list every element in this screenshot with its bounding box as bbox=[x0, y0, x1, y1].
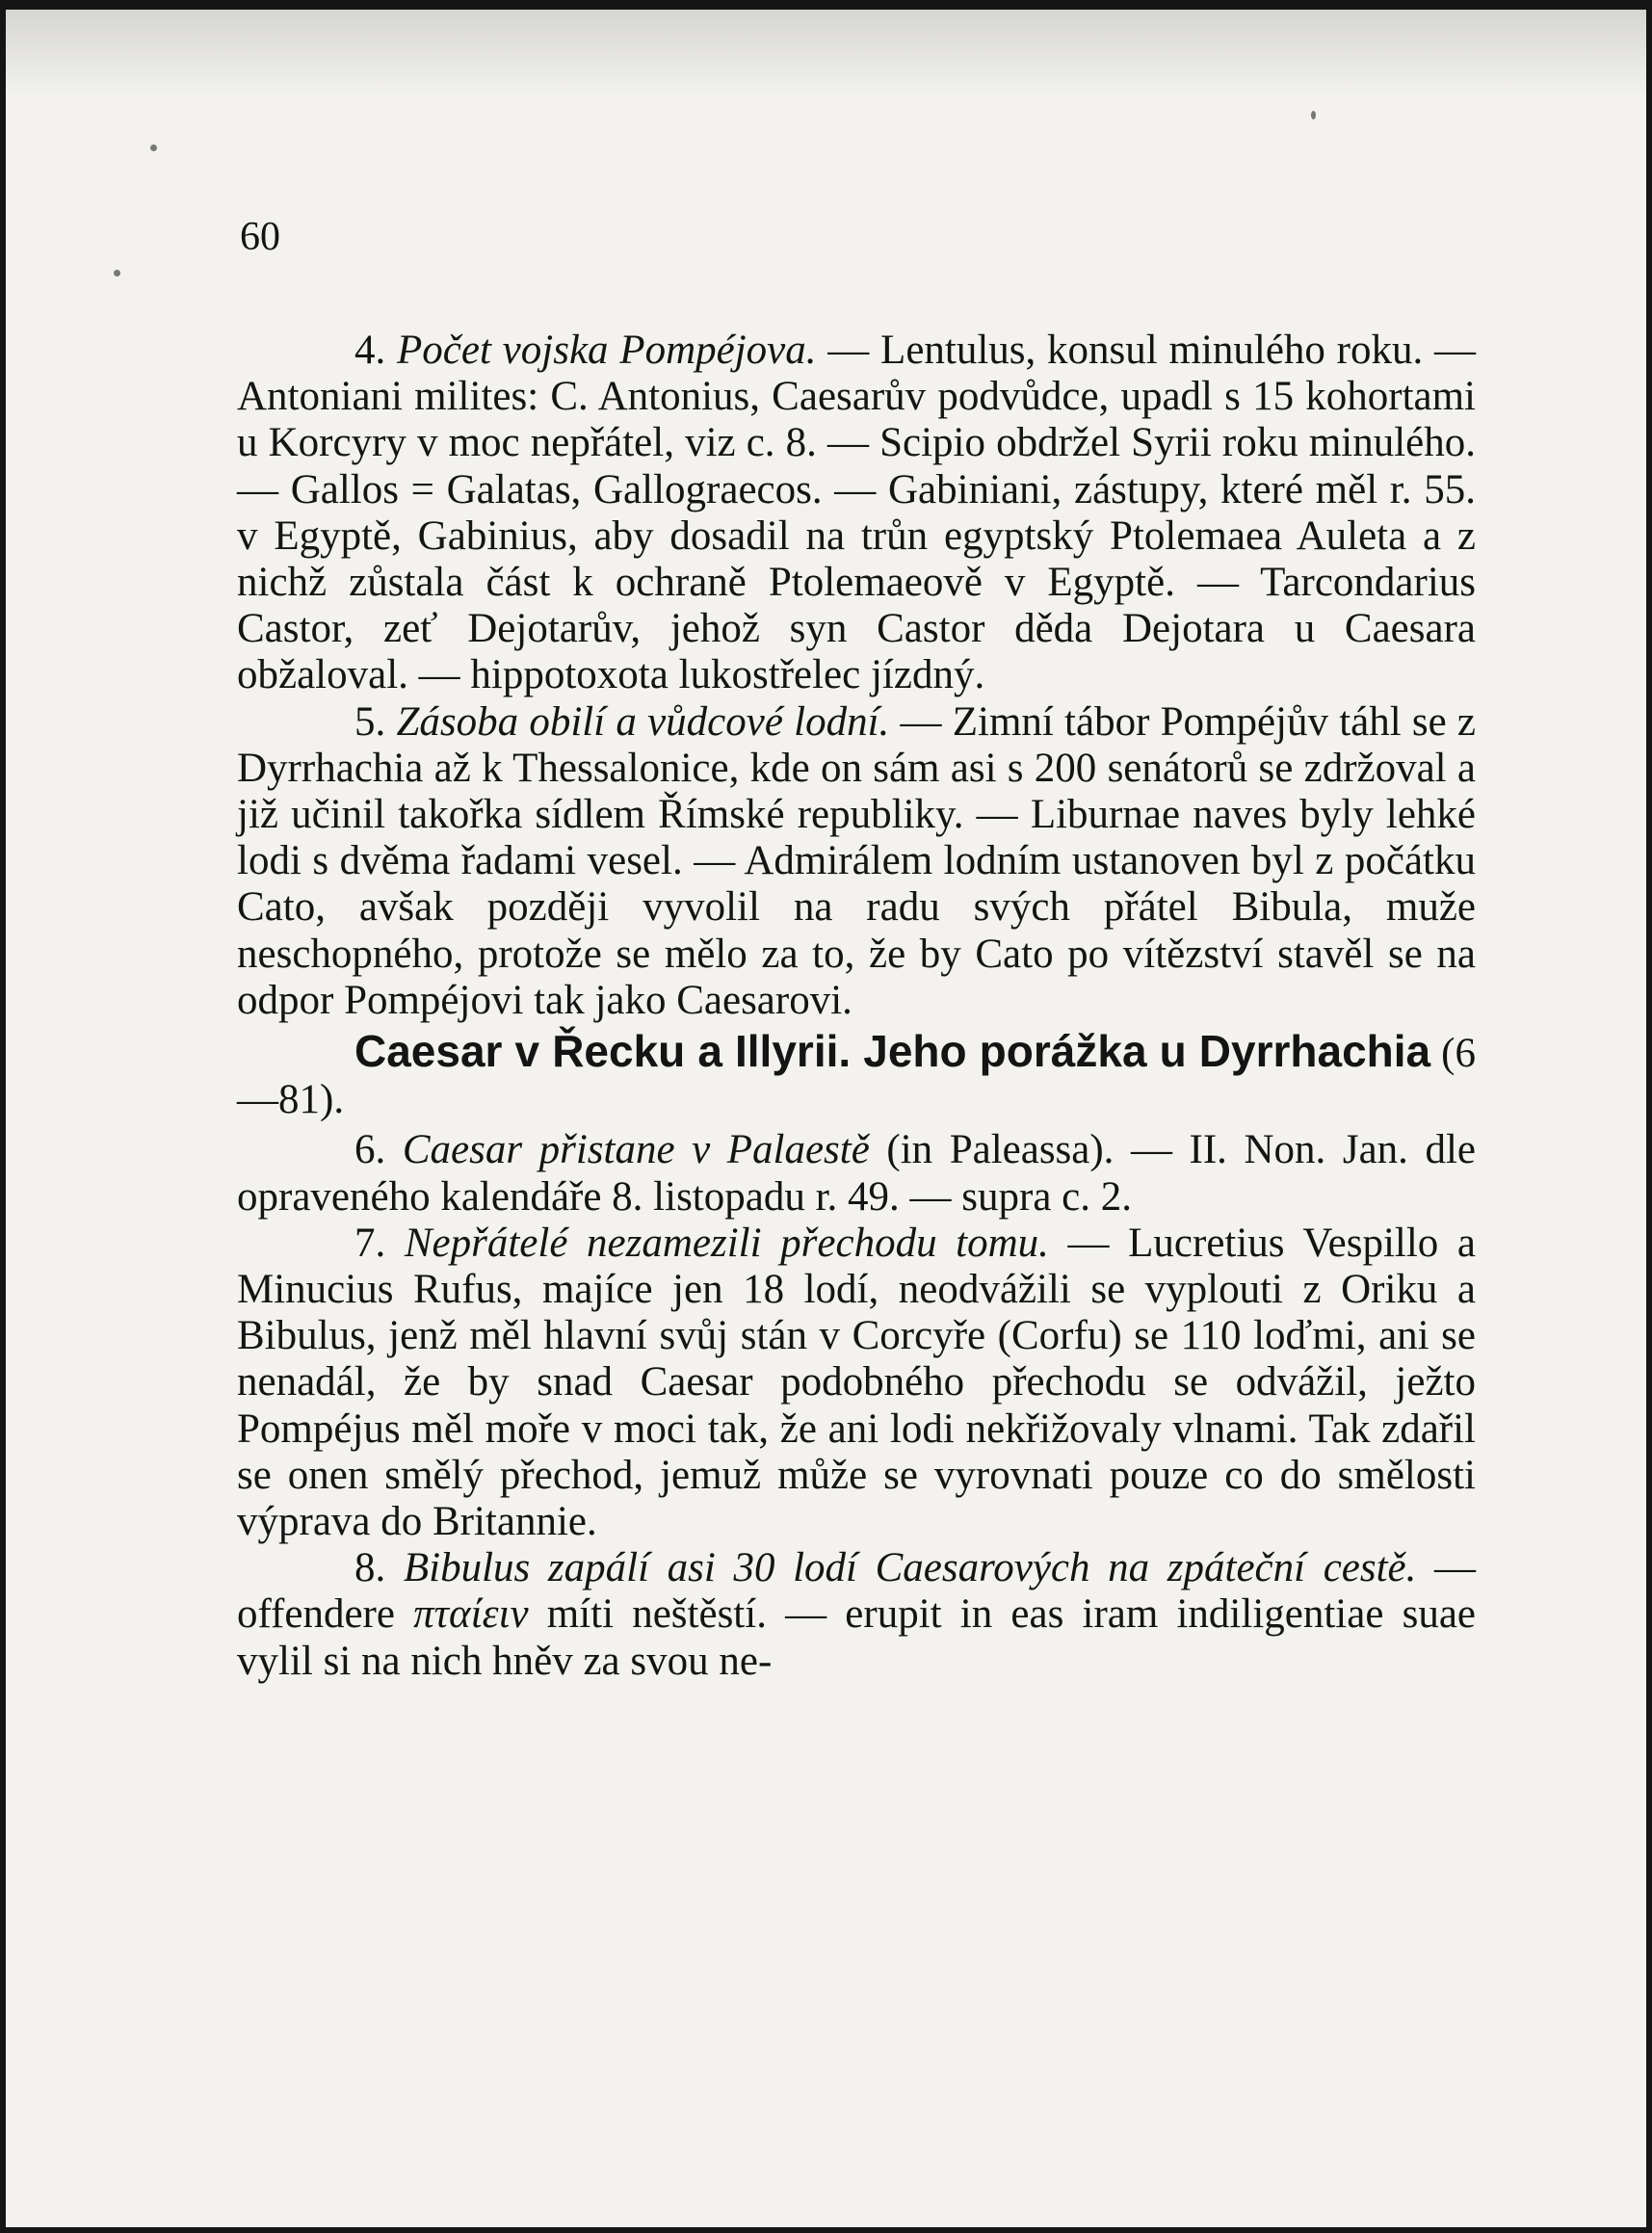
section-body: — Zimní tábor Pompéjův táhl se z Dyrrhachia až k Thessalonice, kde on sám asi s 200 senátorů se zdržoval a již učinil takořka sídlem Římské republiky. — Liburnae naves byly lehké lodi s dvěma řadami vesel. — Admirálem lodním ustanoven byl z počátku Cato, avšak později vyvolil na radu svých přátel Bibula, muže neschopného, protože se mělo za to, že by Cato po vítězství stavěl se na odpor Pompéjovi tak jako Caesarovi. bbox=[237, 698, 1477, 1023]
greek-word: πταίειν bbox=[413, 1591, 529, 1638]
section-4 bbox=[237, 328, 1476, 699]
chapter-heading-title: Caesar v Řecku a Illyrii. Jeho porážka u Dyrrhachia bbox=[354, 1026, 1431, 1077]
section-number: 6. bbox=[354, 1127, 386, 1173]
scan-speck bbox=[114, 270, 120, 276]
section-number: 5. bbox=[354, 698, 386, 745]
chapter-heading bbox=[237, 1028, 1476, 1123]
section-title: Caesar přistane v Palaestě bbox=[402, 1127, 870, 1173]
scan-shading bbox=[6, 10, 1646, 96]
section-title: Počet vojska Pompéjova. bbox=[397, 328, 817, 373]
section-5 bbox=[237, 699, 1476, 1024]
section-6 bbox=[237, 1127, 1476, 1220]
section-title: Zásoba obilí a vůdcové lodní. bbox=[396, 698, 890, 745]
section-number: 7. bbox=[354, 1220, 386, 1266]
section-number: 4. bbox=[354, 328, 386, 373]
section-body: — Lentulus, konsul minulého roku. — Antoniani milites: C. Antonius, Caesarův podvůdce, upadl s 15 kohortami u Korcyry v moc nepřátel, viz c. 8. — Scipio obdržel Syrii roku minulého. — Gallos = Galatas, Gallograecos. — Gabiniani, zástupy, které měl r. 55. v Egyptě, Gabinius, aby dosadil na trůn egyptský Ptolemaea Auleta a z nichž zůstala část k ochraně Ptolemaeově v Egyptě. — Tarcondarius Castor, zeť Dejotarův, jehož syn Castor děda Dejotara u Caesara obžaloval. — hippotoxota lukostřelec jízdný. bbox=[237, 328, 1477, 698]
section-title: Nepřátelé nezamezili přechodu tomu. bbox=[404, 1220, 1049, 1266]
section-7 bbox=[237, 1221, 1476, 1545]
section-body: — Lucretius Vespillo a Minucius Rufus, majíce jen 18 lodí, neodvážili se vyplouti z Oriku a Bibulus, jenž měl hlavní svůj stán v Corcyře (Corfu) se 110 loďmi, ani se nenadál, že by snad Caesar podobného přechodu se odvážil, ježto Pompéjus měl moře v moci tak, že ani lodi nekřižovaly vlnami. Tak zdařil se onen smělý přechod, jemuž může se vyrovnati pouze co do smělosti výprava do Britannie. bbox=[237, 1220, 1477, 1545]
page-number: 60 bbox=[240, 215, 280, 259]
section-body: — offendere bbox=[237, 1545, 1477, 1638]
chapter-heading-range: (6—81). bbox=[237, 1031, 1476, 1123]
section-8 bbox=[237, 1545, 1476, 1685]
page-text bbox=[237, 328, 1476, 1685]
section-title: Bibulus zapálí asi 30 lodí Caesarových na zpáteční cestě. bbox=[403, 1545, 1417, 1591]
section-number: 8. bbox=[354, 1545, 386, 1591]
section-body: (in Paleassa). — II. Non. Jan. dle opraveného kalendáře 8. listopadu r. 49. — supra c. 2. bbox=[237, 1127, 1476, 1220]
scan-speck bbox=[1311, 111, 1316, 119]
section-body-continued: míti neštěstí. — erupit in eas iram indiligentiae suae vylil si na nich hněv za svou ne- bbox=[237, 1591, 1477, 1684]
scan-speck bbox=[150, 144, 157, 151]
